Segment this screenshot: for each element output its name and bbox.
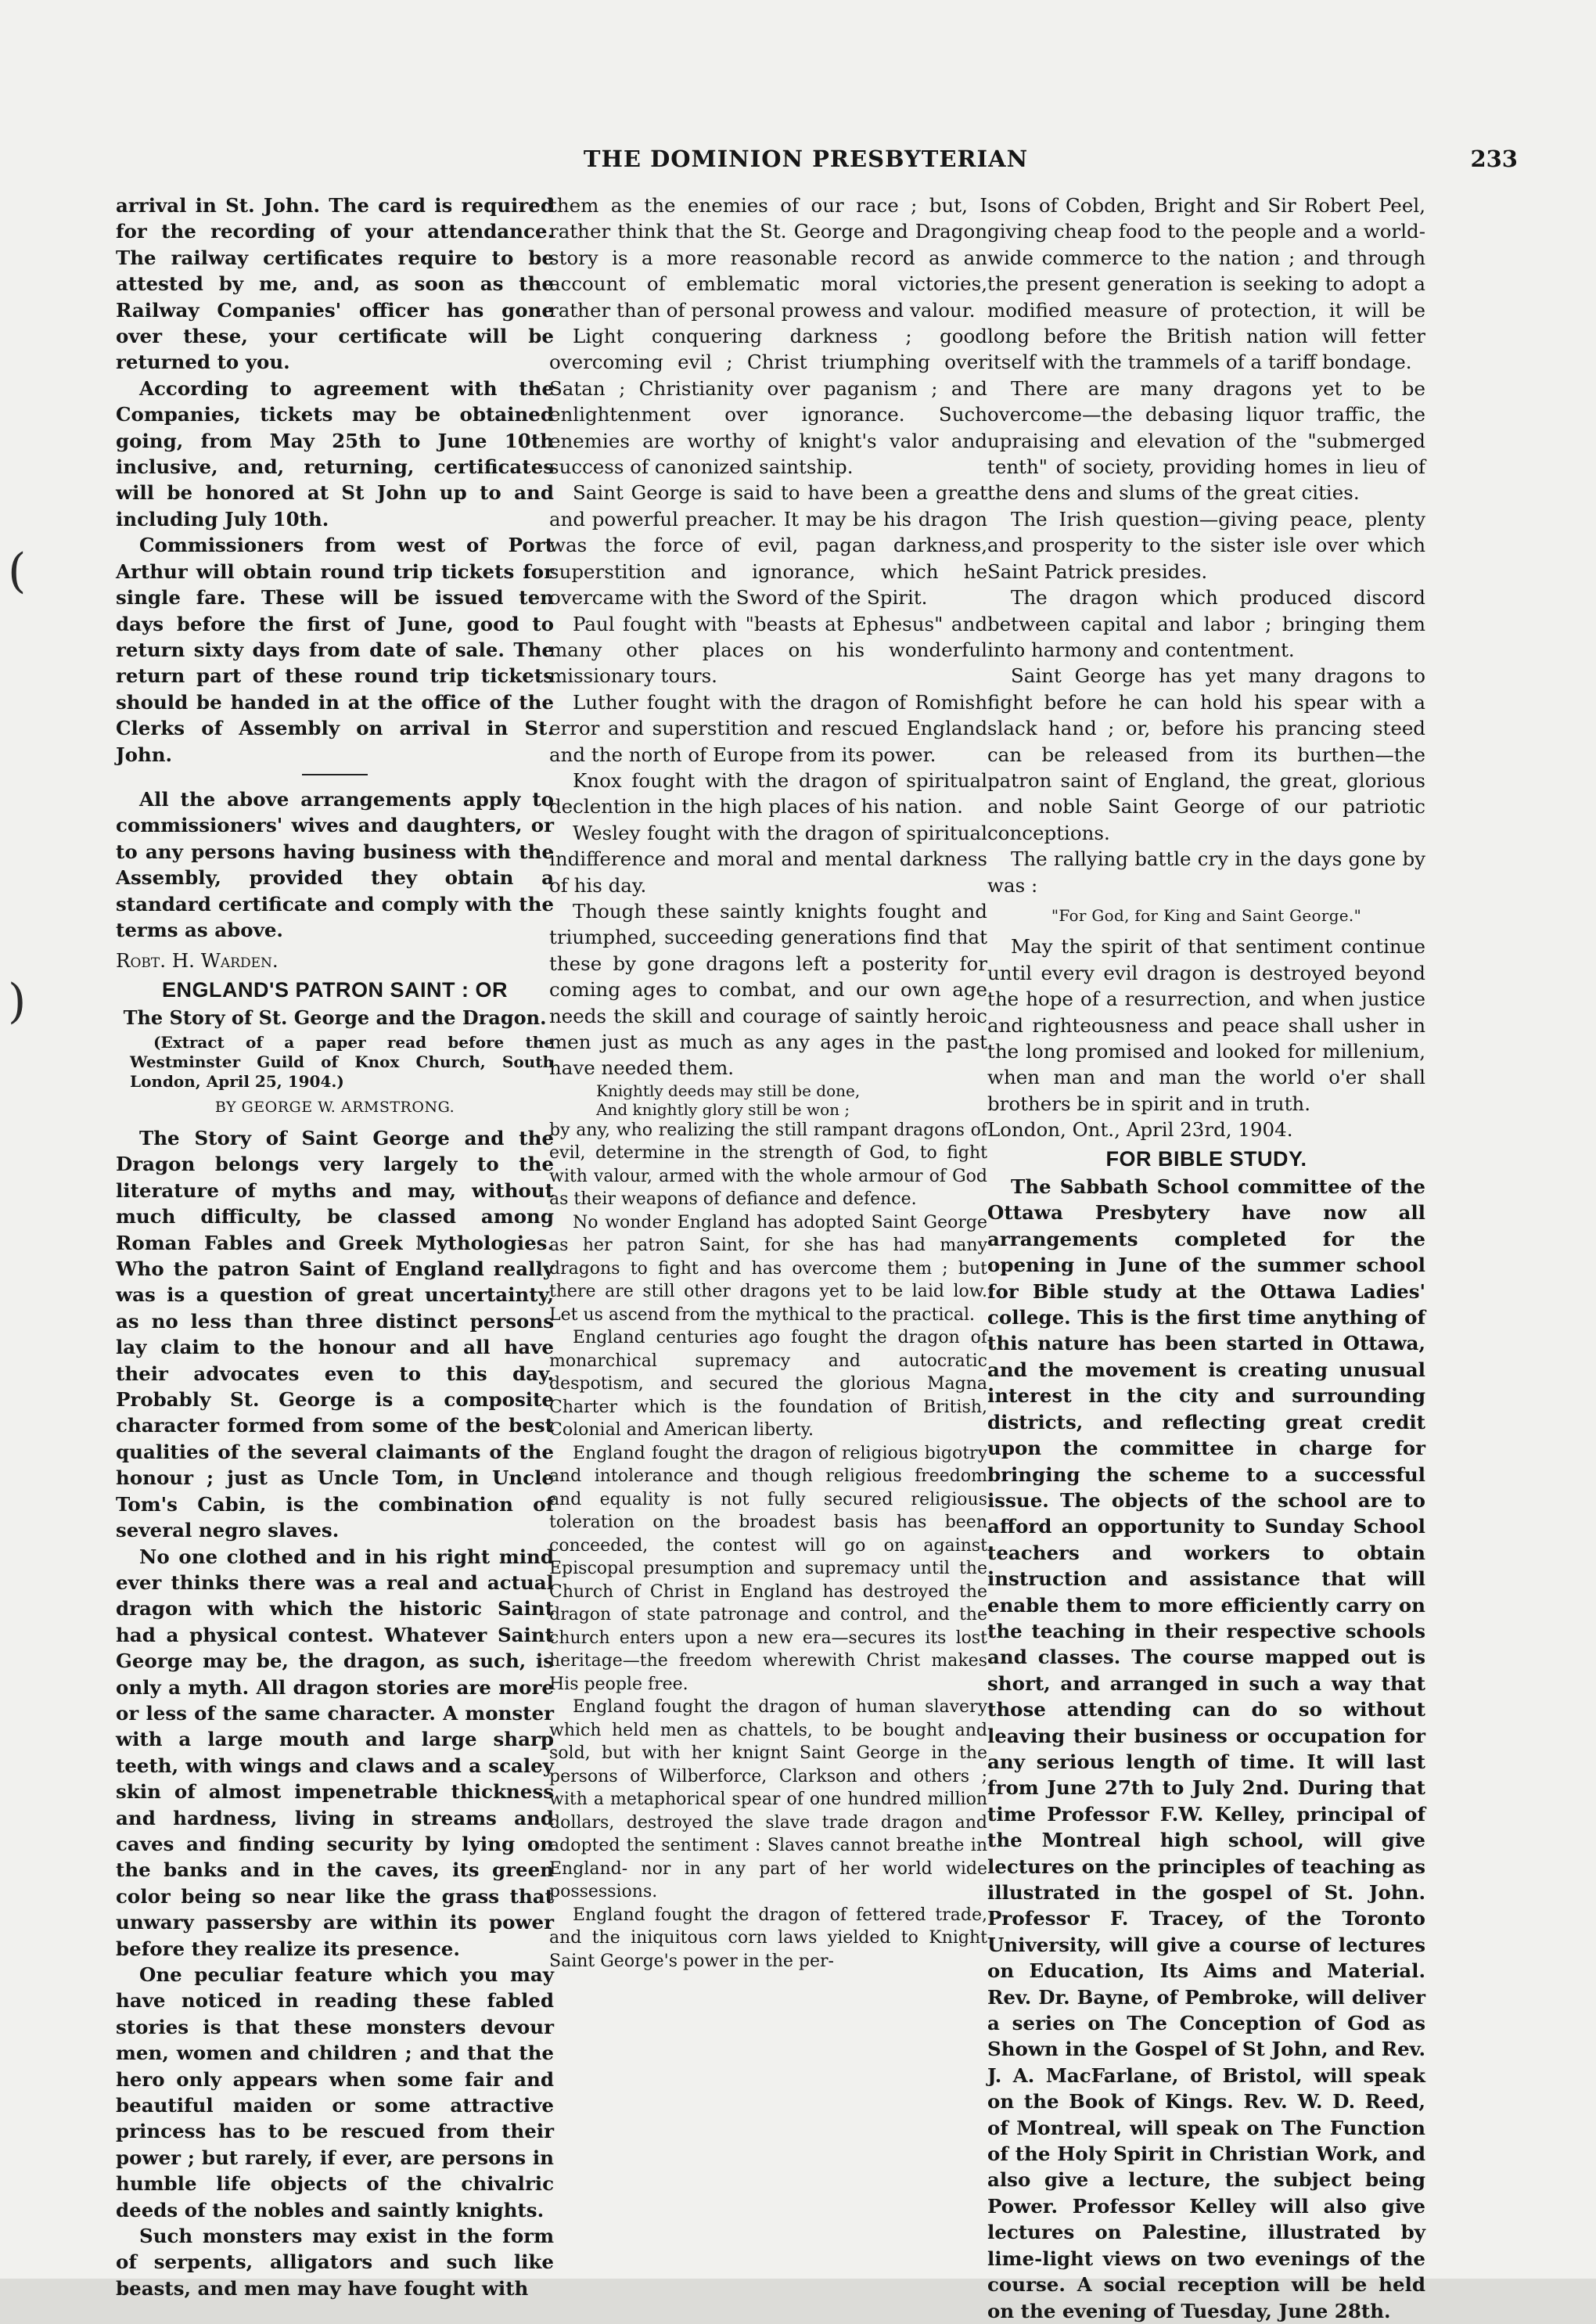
paragraph: sons of Cobden, Bright and Sir Robert Peel, giving cheap food to the people and a world-wide commerce to the nation ; and through the present generation is seeking to adopt a modified measure of protection, it will be long before the British nation will fetter itself with the trammels of a tariff bondage.: [987, 194, 1425, 374]
paragraph: May the spirit of that sentiment continue until every evil dragon is destroyed beyond the hope of a resurrection, and when justice and righteousness and peace shall usher in the long promised and looked for millenium, when man and man the world o'er shall brothers be in spirit and in truth.: [987, 935, 1425, 1115]
extract-note: (Extract of a paper read before the Westminster Guild of Knox Church, South London, April 25, 1904.): [130, 1032, 554, 1091]
paragraph: Knox fought with the dragon of spiritual declention in the high places of his nation.: [549, 768, 987, 818]
margin-mark-bottom: ): [8, 974, 27, 1029]
verse-line: Knightly deeds may still be done,: [596, 1081, 861, 1100]
paragraph: England fought the dragon of religious bigotry and intolerance and though religious freedom and equality is not fully secured religious toleration on the broadest basis has been conceeded, the contest will go on against Episcopal presumption and supremacy until the Church of Christ in England has destroyed the dragon of state patronage and control, and the church enters upon a new era—secures its lost heritage—the freedom wherewith Christ makes His people free.: [549, 1443, 987, 1694]
publication-title: THE DOMINION PRESBYTERIAN: [583, 146, 1029, 172]
column-1: [116, 192, 554, 2301]
paragraph: Saint George has yet many dragons to fight before he can hold his spear with a slack hand ; or, before his prancing steed can be released from its burthen—the patron saint of England, the great, glorious and noble Saint George of our patriotic conceptions.: [987, 664, 1425, 844]
page-number: 233: [1470, 146, 1518, 172]
section-heading: FOR BIBLE STUDY.: [1105, 1146, 1307, 1171]
rallying-cry-quote: "For God, for King and Saint George.": [1051, 905, 1362, 925]
paragraph: Such monsters may exist in the form of serpents, alligators and such like beasts, and men may have fought with: [116, 2225, 554, 2300]
byline: BY GEORGE W. ARMSTRONG.: [214, 1098, 455, 1116]
divider: [302, 774, 368, 775]
paragraph: England fought the dragon of fettered trade, and the iniquitous corn laws yielded to Knight Saint George's power in the per-: [549, 1905, 987, 1971]
paragraph: Luther fought with the dragon of Romish error and superstition and rescued England and the north of Europe from its power.: [549, 690, 987, 766]
paragraph: The Story of Saint George and the Dragon belongs very largely to the literature of myths and may, without much difficulty, be classed among Roman Fables and Greek Mythologies. Who the patron Saint of England really was is a question of great uncertainty, as no less than three distinct persons lay claim to the honour and all have their advocates even to this day. Probably St. George is a composite character formed from some of the best qualities of the several claimants of the honour ; just as Uncle Tom, in Uncle Tom's Cabin, is the combination of several negro slaves.: [116, 1127, 554, 1542]
paragraph: England fought the dragon of human slavery which held men as chattels, to be bought and sold, but with her knignt Saint George in the persons of Wilberforce, Clarkson and others ; with a metaphorical spear of one hundred million dollars, destroyed the slave trade dragon and adopted the sentiment : Slaves cannot breathe in England- nor in any part of her world wide possessions.: [549, 1697, 987, 1902]
paragraph: arrival in St. John. The card is required for the recording of your attendance. The railway certificates require to be attested by me, and, as soon as the Railway Companies' officer has gone over these, your certificate will be returned to you.: [116, 194, 554, 374]
paragraph: According to agreement with the Companies, tickets may be obtained going, from May 25th to June 10th inclusive, and, returning, certificates will be honored at St John up to and including July 10th.: [116, 376, 554, 531]
article-title: ENGLAND'S PATRON SAINT : OR: [162, 977, 508, 1002]
paragraph: The dragon which produced discord between capital and labor ; bringing them into harmony and contentment.: [987, 586, 1425, 661]
paragraph: Though these saintly knights fought and triumphed, succeeding generations find that these by gone dragons left a posterity for coming ages to combat, and our own age needs the skill and courage of saintly heroic men just as much as any ages in the past have needed them.: [549, 899, 987, 1080]
dateline: London, Ont., April 23rd, 1904.: [987, 1118, 1293, 1142]
paragraph: them as the enemies of our race ; but, I rather think that the St. George and Dragon story is a more reasonable record as an account of emblematic moral victories, rather than of personal prowess and valour.: [549, 194, 987, 322]
paragraph: Saint George is said to have been a great and powerful preacher. It may be his dragon was the force of evil, pagan darkness, superstition and ignorance, which he overcame with the Sword of the Spirit.: [549, 481, 987, 610]
signature: Robt. H. Warden.: [116, 949, 279, 973]
paragraph: Commissioners from west of Port Arthur will obtain round trip tickets for single fare. These will be issued ten days before the first of June, good to return sixty days from date of sale. The return part of these round trip tickets should be handed in at the office of the Clerks of Assembly on arrival in St. John.: [116, 534, 554, 766]
paragraph: Light conquering darkness ; good overcoming evil ; Christ triumphing over Satan ; Christianity over paganism ; and enlightenment over ignorance. Such enemies are worthy of knight's valor and success of canonized saintship.: [549, 325, 987, 479]
paragraph: The Sabbath School committee of the Ottawa Presbytery have now all arrangements completed for the opening in June of the summer school for Bible study at the Ottawa Ladies' college. This is the first time anything of this nature has been started in Ottawa, and the movement is creating unusual interest in the city and surrounding districts, and reflecting great credit upon the committee in charge for bringing the scheme to a successful issue. The objects of the school are to afford an opportunity to Sunday School teachers and workers to obtain instruction and assistance that will enable them to more efficiently carry on the teaching in their respective schools and classes. The course mapped out is short, and arranged in such a way that those attending can do so without leaving their business or occupation for any serious length of time. It will last from June 27th to July 2nd. During that time Professor F.W. Kelley, principal of the Montreal high school, will give lectures on the principles of teaching as illustrated in the gospel of St. John. Professor F. Tracey, of the Toronto University, will give a course of lectures on Education, Its Aims and Material. Rev. Dr. Bayne, of Pembroke, will deliver a series on The Conception of God as Shown in the Gospel of St John, and Rev. J. A. MacFarlane, of Bristol, will speak on the Book of Kings. Rev. W. D. Reed, of Montreal, will speak on The Function of the Holy Spirit in Christian Work, and also give a lecture, the subject being Power. Professor Kelley will also give lectures on Palestine, illustrated by lime-light views on two evenings of the course. A social reception will be held on the evening of Tuesday, June 28th.: [987, 1175, 1425, 2322]
paragraph: Wesley fought with the dragon of spiritual indifference and moral and mental darkness of his day.: [549, 821, 987, 897]
paragraph: The rallying battle cry in the days gone by was :: [987, 847, 1425, 897]
paragraph: No one clothed and in his right mind ever thinks there was a real and actual dragon with which the historic Saint had a physical contest. Whatever Saint George may be, the dragon, as such, is only a myth. All dragon stories are more or less of the same character. A monster with a large mouth and large sharp teeth, with wings and claws and a scaley skin of almost impenetrable thickness and hardness, living in streams and caves and finding security by lying on the banks and in the caves, its green color being so near like the grass that unwary passersby are within its power before they realize its presence.: [116, 1545, 554, 1960]
paragraph: Paul fought with "beasts at Ephesus" and many other places on his wonderful missionary tours.: [549, 612, 987, 688]
article-subtitle: The Story of St. George and the Dragon.: [123, 1006, 547, 1030]
margin-mark-top: (: [8, 544, 27, 599]
column-3: [987, 192, 1425, 2324]
paragraph: All the above arrangements apply to commissioners' wives and daughters, or to any persons having business with the Assembly, provided they obtain a standard certificate and comply with the terms as above.: [116, 787, 554, 941]
paragraph: by any, who realizing the still rampant dragons of evil, determine in the strength of God, to fight with valour, armed with the whole armour of God as their weapons of defiance and defence.: [549, 1120, 987, 1210]
paragraph: No wonder England has adopted Saint George as her patron Saint, for she has had many dragons to fight and has overcome them ; but there are still other dragons yet to be laid low. Let us ascend from the mythical to the practical.: [549, 1212, 987, 1325]
verse-line: And knightly glory still be won ;: [596, 1099, 850, 1119]
paragraph: There are many dragons yet to be overcome—the debasing liquor traffic, the upraising and elevation of the "submerged tenth" of society, providing homes in lieu of the dens and slums of the great cities.: [987, 376, 1425, 505]
verse: [549, 1081, 987, 1119]
paragraph: England centuries ago fought the dragon of monarchical supremacy and autocratic despotism, and secured the glorious Magna Charter which is the foundation of British, Colonial and American liberty.: [549, 1328, 987, 1441]
paragraph: One peculiar feature which you may have noticed in reading these fabled stories is that these monsters devour men, women and children ; and that the hero only appears when some fair and beautiful maiden or some attractive princess has to be rescued from their power ; but rarely, if ever, are persons in humble life objects of the chivalric deeds of the nobles and saintly knights.: [116, 1963, 554, 2221]
paragraph: The Irish question—giving peace, plenty and prosperity to the sister isle over which Saint Patrick presides.: [987, 507, 1425, 583]
page-header: [94, 146, 1518, 177]
column-2: [549, 192, 987, 1973]
